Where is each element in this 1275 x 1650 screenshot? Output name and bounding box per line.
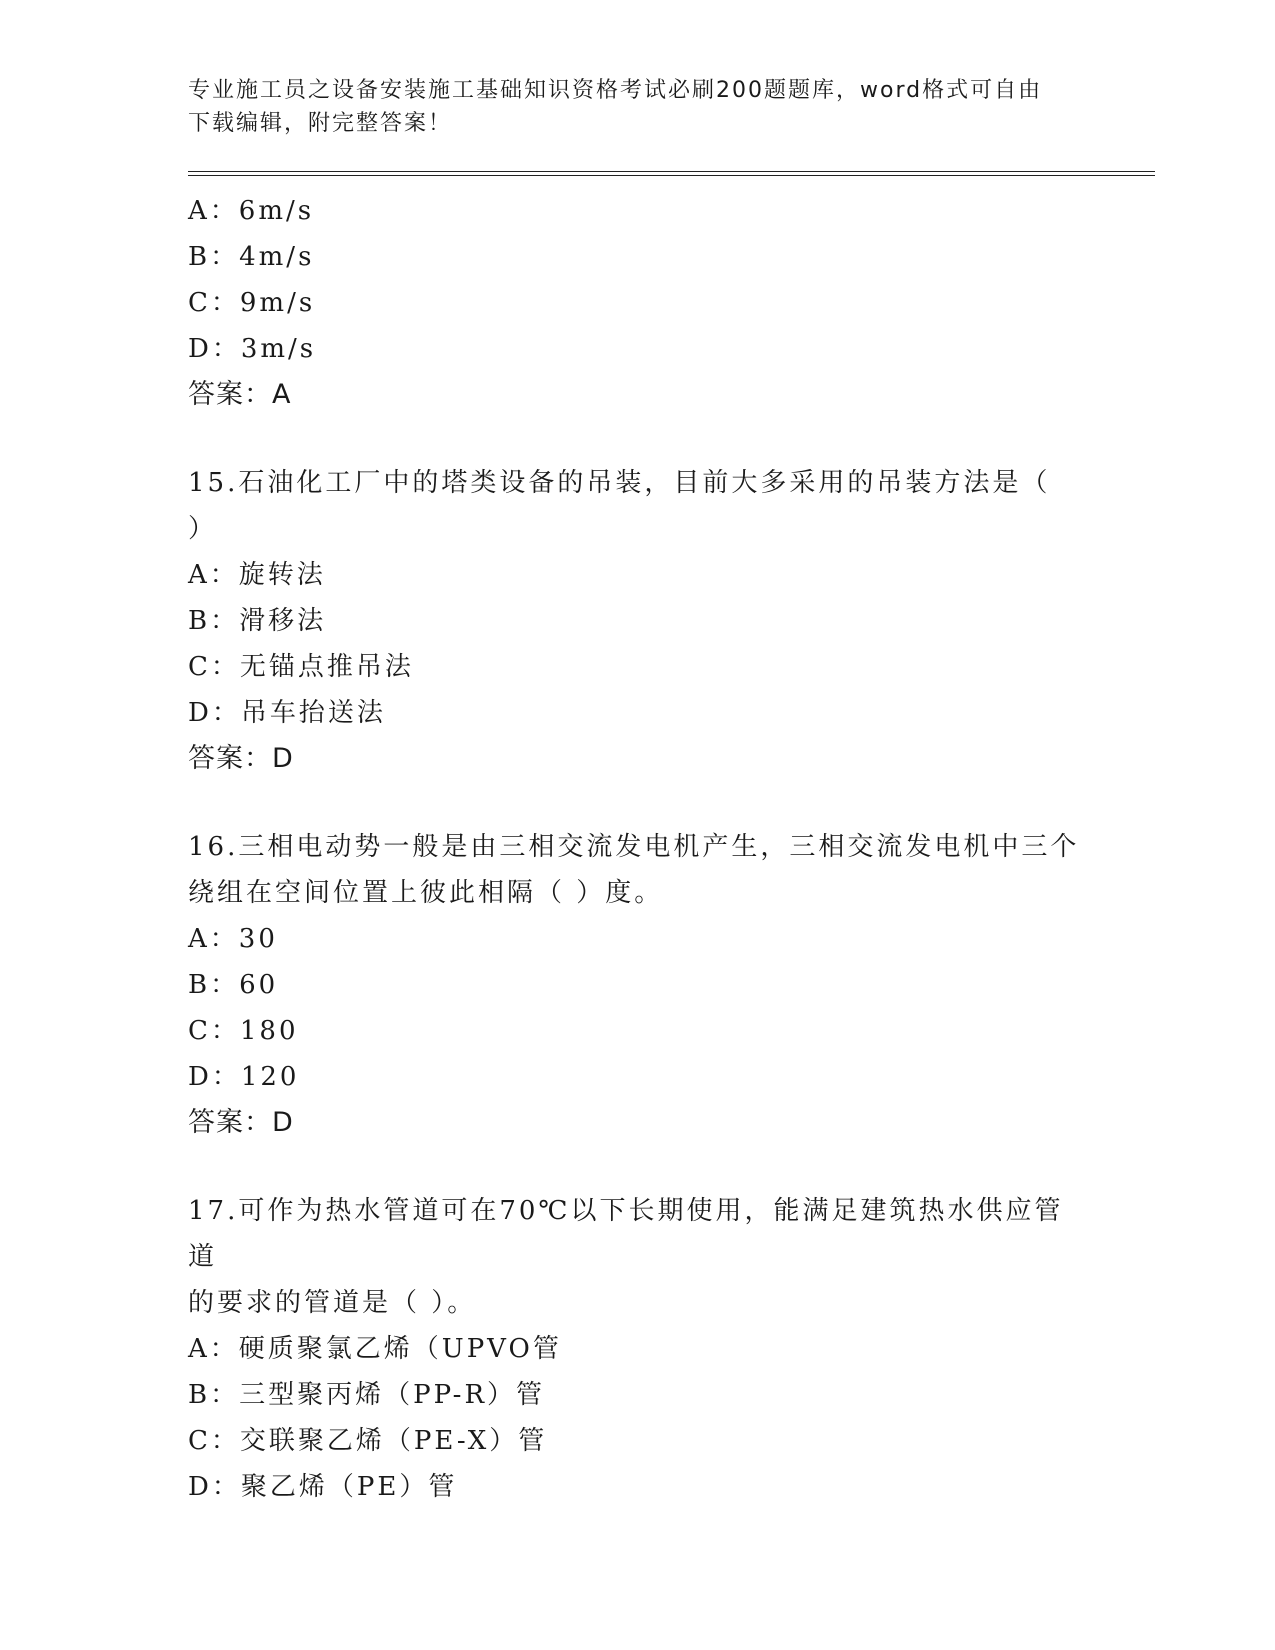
- header-line-1: 专业施工员之设备安装施工基础知识资格考试必刷200题题库，word格式可自由: [188, 78, 1043, 103]
- header-line-2: 下载编辑，附完整答案！: [188, 111, 453, 136]
- option-d: D：吊车抬送法: [188, 698, 386, 728]
- question-stem-line-2: 的要求的管道是（ ）。: [188, 1288, 477, 1318]
- option-a: A：30: [188, 924, 278, 954]
- option-b: B：4m/s: [188, 242, 315, 272]
- question-15: [188, 460, 1108, 782]
- answer-line: 答案：D: [188, 743, 294, 774]
- question-content: [188, 188, 1108, 1510]
- option-d: D：聚乙烯（PE）管: [188, 1472, 458, 1502]
- option-c: C：180: [188, 1016, 299, 1046]
- question-16: [188, 824, 1108, 1146]
- option-c: C：无锚点推吊法: [188, 652, 414, 682]
- question-stem-line-1: 17.可作为热水管道可在70℃以下长期使用，能满足建筑热水供应管道: [188, 1196, 1064, 1272]
- question-stem-line-2: 绕组在空间位置上彼此相隔（ ）度。: [188, 878, 664, 908]
- question-17: [188, 1188, 1108, 1510]
- option-a: A：6m/s: [188, 196, 315, 226]
- question-stem-line-1: 15.石油化工厂中的塔类设备的吊装，目前大多采用的吊装方法是（: [188, 468, 1051, 498]
- option-d: D：3m/s: [188, 334, 317, 364]
- answer-line: 答案：A: [188, 379, 292, 410]
- option-a: A：硬质聚氯乙烯（UPVO管: [188, 1334, 562, 1364]
- header-rule-top: [188, 171, 1155, 172]
- answer-line: 答案：D: [188, 1107, 294, 1138]
- option-a: A：旋转法: [188, 560, 326, 590]
- option-b: B：三型聚丙烯（PP-R）管: [188, 1380, 546, 1410]
- option-b: B：滑移法: [188, 606, 327, 636]
- header-rule-bottom: [188, 175, 1155, 176]
- option-b: B：60: [188, 970, 279, 1000]
- option-d: D：120: [188, 1062, 300, 1092]
- option-c: C：交联聚乙烯（PE-X）管: [188, 1426, 548, 1456]
- option-c: C：9m/s: [188, 288, 316, 318]
- question-stem-line-2: ）: [188, 514, 218, 544]
- question-stem-line-1: 16.三相电动势一般是由三相交流发电机产生，三相交流发电机中三个: [188, 832, 1080, 862]
- question-14: [188, 188, 1108, 418]
- document-header: [188, 74, 1088, 140]
